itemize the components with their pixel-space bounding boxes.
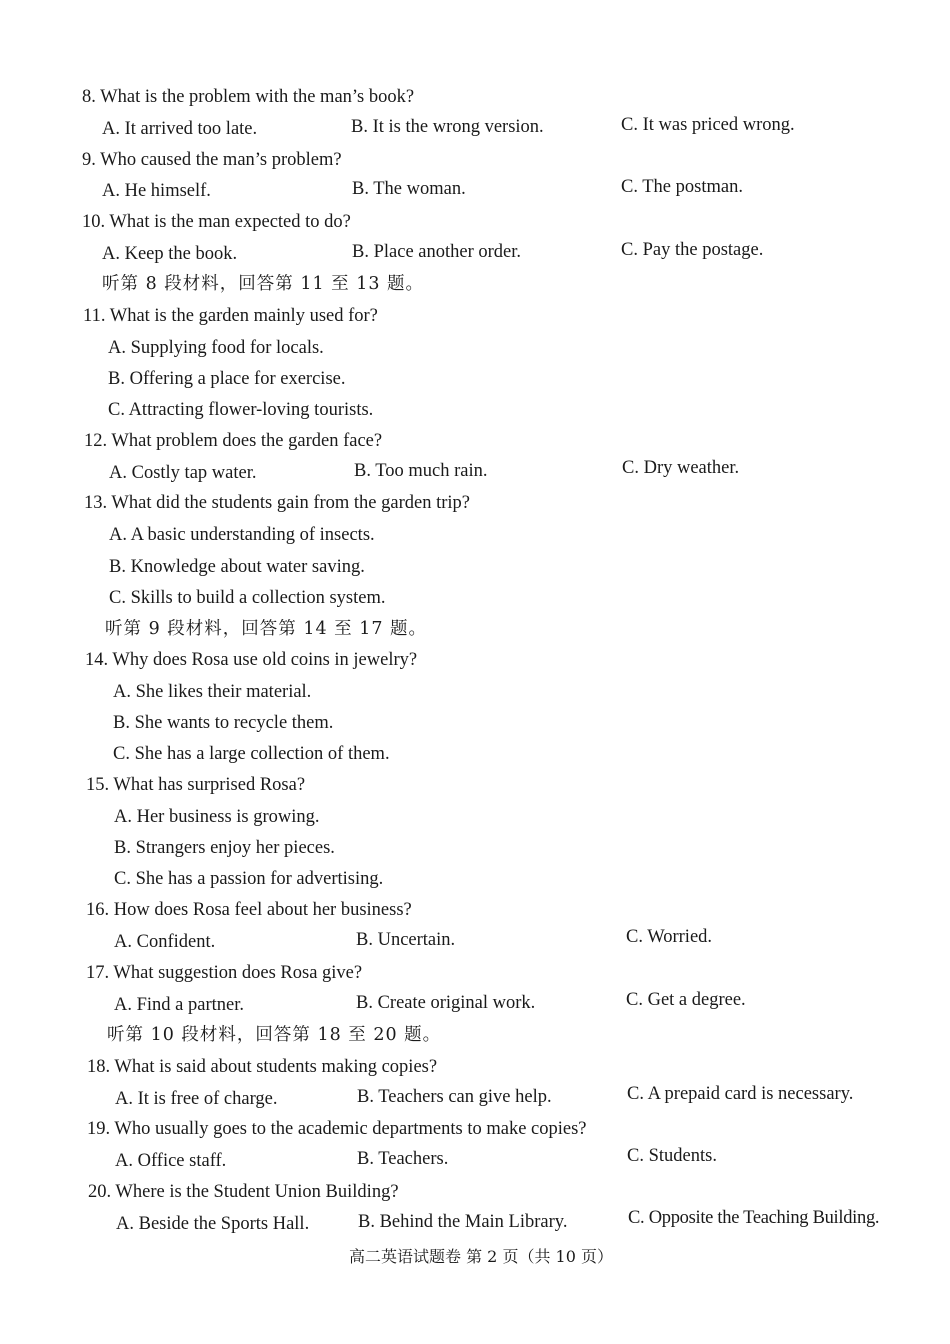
option-c: C. Opposite the Teaching Building. bbox=[628, 1208, 880, 1228]
option-c: C. Get a degree. bbox=[626, 990, 746, 1010]
option-b: B. Offering a place for exercise. bbox=[108, 369, 346, 389]
option-b: B. It is the wrong version. bbox=[351, 117, 544, 137]
option-a: A. Keep the book. bbox=[102, 244, 238, 264]
question-stem: 20. Where is the Student Union Building? bbox=[88, 1182, 399, 1202]
option-a: A. Beside the Sports Hall. bbox=[116, 1214, 310, 1234]
question-stem: 8. What is the problem with the man’s book? bbox=[82, 87, 415, 107]
section-instruction: 听第 10 段材料，回答第 18 至 20 题。 bbox=[107, 1025, 442, 1045]
option-c: C. Worried. bbox=[626, 927, 713, 947]
option-c: C. It was priced wrong. bbox=[621, 115, 795, 135]
option-c: C. A prepaid card is necessary. bbox=[627, 1084, 854, 1104]
option-b: B. Uncertain. bbox=[356, 930, 456, 950]
question-stem: 13. What did the students gain from the garden trip? bbox=[84, 493, 471, 513]
section-instruction: 听第 8 段材料，回答第 11 至 13 题。 bbox=[102, 274, 425, 294]
option-b: B. Too much rain. bbox=[354, 461, 488, 481]
option-b: B. Knowledge about water saving. bbox=[109, 557, 365, 577]
option-b: B. Place another order. bbox=[352, 242, 522, 262]
option-c: C. Students. bbox=[627, 1146, 717, 1166]
option-b: B. The woman. bbox=[352, 179, 466, 199]
option-a: A. A basic understanding of insects. bbox=[109, 525, 375, 545]
question-stem: 11. What is the garden mainly used for? bbox=[83, 306, 378, 326]
option-a: A. Find a partner. bbox=[114, 995, 244, 1015]
option-c: C. The postman. bbox=[621, 177, 743, 197]
question-stem: 18. What is said about students making copies? bbox=[87, 1057, 438, 1077]
option-b: B. She wants to recycle them. bbox=[113, 713, 334, 733]
option-b: B. Teachers can give help. bbox=[357, 1087, 552, 1107]
option-a: A. Confident. bbox=[114, 932, 216, 952]
option-c: C. Dry weather. bbox=[622, 458, 740, 478]
option-a: A. He himself. bbox=[102, 181, 211, 201]
question-stem: 16. How does Rosa feel about her business? bbox=[86, 900, 412, 920]
question-stem: 15. What has surprised Rosa? bbox=[86, 775, 306, 795]
option-a: A. Her business is growing. bbox=[114, 807, 320, 827]
section-instruction: 听第 9 段材料，回答第 14 至 17 题。 bbox=[105, 619, 428, 639]
option-a: A. Costly tap water. bbox=[109, 463, 257, 483]
option-b: B. Strangers enjoy her pieces. bbox=[114, 838, 335, 858]
option-a: A. It is free of charge. bbox=[115, 1089, 278, 1109]
question-stem: 12. What problem does the garden face? bbox=[84, 431, 383, 451]
question-stem: 19. Who usually goes to the academic departments to make copies? bbox=[87, 1119, 587, 1139]
option-a: A. Supplying food for locals. bbox=[108, 338, 324, 358]
option-a: A. It arrived too late. bbox=[102, 119, 258, 139]
option-a: A. Office staff. bbox=[115, 1151, 227, 1171]
option-c: C. She has a large collection of them. bbox=[113, 744, 390, 764]
option-c: C. She has a passion for advertising. bbox=[114, 869, 384, 889]
option-c: C. Skills to build a collection system. bbox=[109, 588, 386, 608]
option-b: B. Behind the Main Library. bbox=[358, 1212, 568, 1232]
question-stem: 9. Who caused the man’s problem? bbox=[82, 150, 342, 170]
option-a: A. She likes their material. bbox=[113, 682, 312, 702]
option-b: B. Create original work. bbox=[356, 993, 536, 1013]
option-c: C. Attracting flower-loving tourists. bbox=[108, 400, 374, 420]
page-footer: 高二英语试题卷 第 2 页（共 10 页） bbox=[349, 1247, 613, 1266]
question-stem: 17. What suggestion does Rosa give? bbox=[86, 963, 363, 983]
question-stem: 10. What is the man expected to do? bbox=[82, 212, 351, 232]
option-b: B. Teachers. bbox=[357, 1149, 449, 1169]
question-stem: 14. Why does Rosa use old coins in jewelry? bbox=[85, 650, 418, 670]
option-c: C. Pay the postage. bbox=[621, 240, 764, 260]
